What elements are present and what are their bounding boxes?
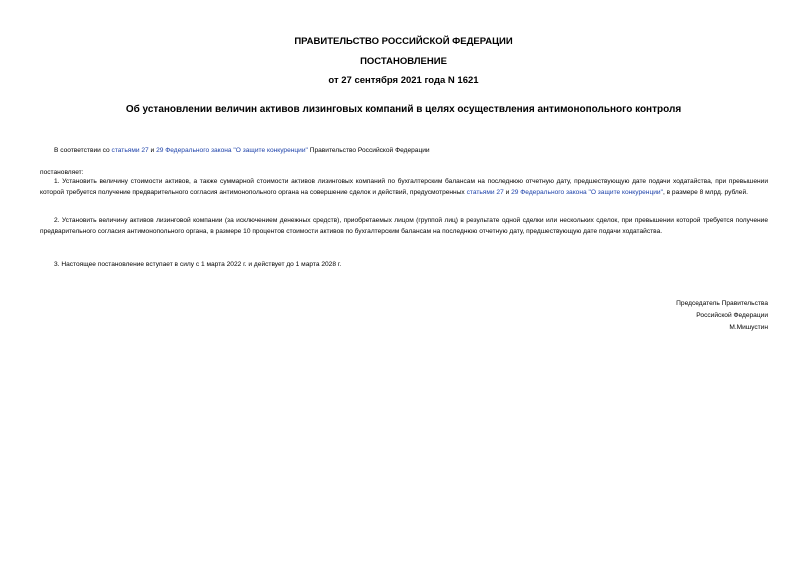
- document-title: Об установлении величин активов лизинговых компаний в целях осуществления антимонопольного контроля: [125, 104, 682, 115]
- document-type: ПОСТАНОВЛЕНИЕ: [360, 56, 447, 67]
- signature-organization: Российской Федерации: [696, 312, 768, 319]
- p1-text-1: 1. Установить величину стоимости активов, а также суммарной стоимости активов лизинговых компаний по бухгалтерским балансам на последнюю отчетную дату, предшествующую дате подачи ходатайства, при превышении которой требуется получение предварительного согласия антимонопольного органа на совершение сделок и действий, предусмотренных: [40, 178, 768, 196]
- paragraph-2: 2. Установить величину активов лизинговой компании (за исключением денежных средств), приобретаемых лицом (группой лиц) в результате одной сделки или нескольких сделок, при превышении которой требуется получение предварительного согласия антимонопольного органа, в размере 10 процентов стоимости активов по бухгалтерским балансам на последнюю отчетную дату, предшествующую дате подачи ходатайства.: [40, 217, 768, 235]
- link-article-27[interactable]: статьями 27: [111, 147, 149, 154]
- p1-link-article-27[interactable]: статьями 27: [466, 189, 504, 196]
- intro-paragraph: [40, 145, 768, 156]
- signature-position: Председатель Правительства: [676, 300, 768, 307]
- government-heading: ПРАВИТЕЛЬСТВО РОССИЙСКОЙ ФЕДЕРАЦИИ: [294, 36, 513, 47]
- signature-name: М.Мишустин: [729, 324, 768, 331]
- paragraph-1: [40, 176, 768, 198]
- resolves-text: постановляет:: [40, 169, 84, 176]
- p1-link-article-29-law[interactable]: 29 Федерального закона "О защите конкуренции": [511, 189, 663, 196]
- link-article-29-law[interactable]: 29 Федерального закона "О защите конкуренции": [156, 147, 308, 154]
- p1-text-2: и: [503, 189, 512, 196]
- intro-text-3: Правительство Российской Федерации: [307, 147, 430, 154]
- p1-text-3: , в размере 8 млрд. рублей.: [662, 189, 748, 196]
- intro-text-2: и: [148, 147, 157, 154]
- signature-block: [676, 298, 768, 334]
- document-date-number: от 27 сентября 2021 года N 1621: [328, 75, 479, 86]
- paragraph-3: 3. Настоящее постановление вступает в силу с 1 марта 2022 г. и действует до 1 марта 2028 г.: [54, 261, 342, 268]
- intro-text-1: В соответствии со: [54, 147, 112, 154]
